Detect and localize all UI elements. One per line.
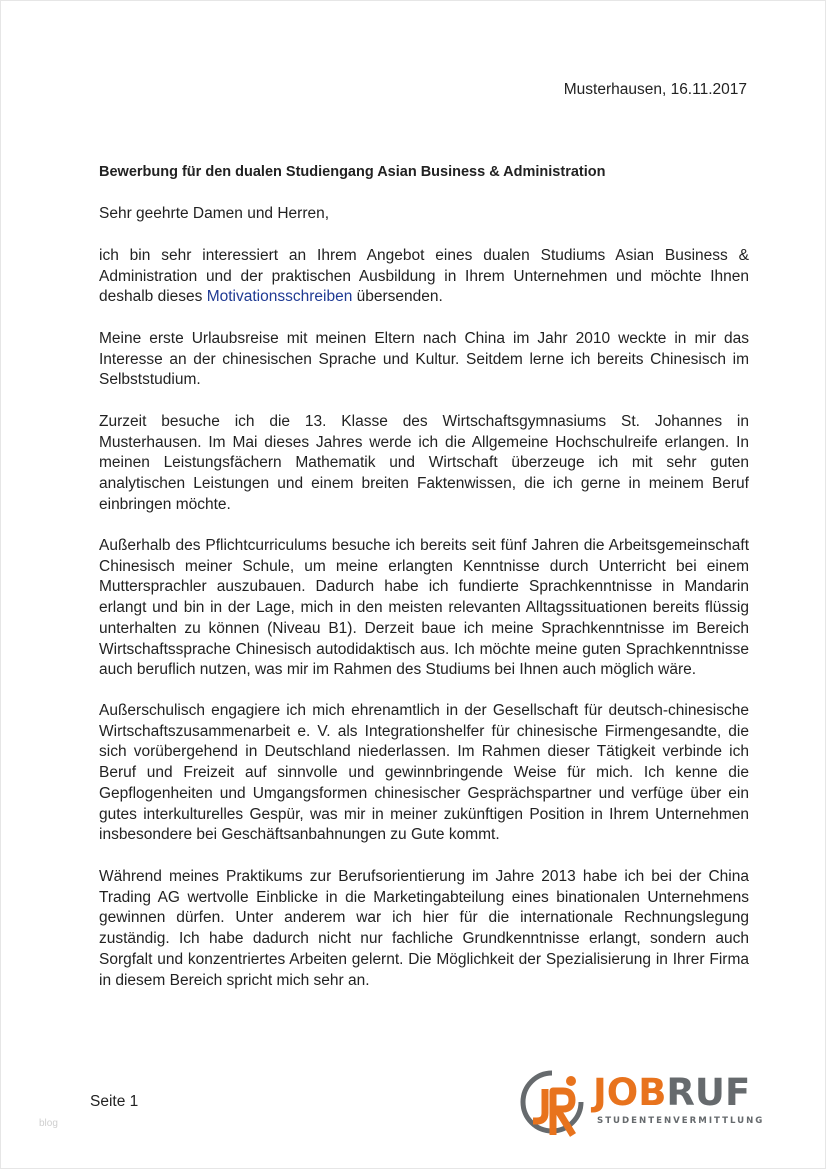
wordmark-ruf: RUF <box>666 1071 751 1114</box>
motivationsschreiben-link[interactable]: Motivationsschreiben <box>206 288 353 306</box>
salutation: Sehr geehrte Damen und Herren, <box>99 205 330 222</box>
jobruf-logo <box>519 1069 765 1141</box>
paragraph-intro-end: übersenden. <box>352 288 443 306</box>
paragraph-internship: Während meines Praktikums zur Berufsorientierung im Jahre 2013 habe ich bei der China Trading AG wertvolle Einblicke in die Marketingabteilung eines binationalen Unternehmens gewinnen dürfen. Unter anderem war ich hier für die internationale Rechnungslegung zuständig. Ich habe dadurch nicht nur fachliche Grundkenntnisse erlangt, sondern auch Sorgfalt und konzentriertes Arbeiten gelernt. Die Möglichkeit der Spezialisierung in Ihrer Firma in diesem Bereich spricht mich sehr an. <box>99 868 749 989</box>
watermark-text: blog <box>39 1118 58 1129</box>
subject-line: Bewerbung für den dualen Studiengang Asian Business & Administration <box>99 164 606 180</box>
date-line: Musterhausen, 16.11.2017 <box>563 81 747 98</box>
paragraph-language-skills: Außerhalb des Pflichtcurriculums besuche ich bereits seit fünf Jahren die Arbeitsgemeinschaft Chinesisch meiner Schule, um meine erlangten Kenntnisse durch Unterricht bei einem Muttersprachler auszubauen. Dadurch habe ich fundierte Sprachkenntnisse in Mandarin erlangt und bin in der Lage, mich in den meisten relevanten Alltagssituationen bereits flüssig unterhalten zu können (Niveau B1). Derzeit baue ich meine Sprachkenntnisse im Bereich Wirtschaftssprache Chinesisch autodidaktisch aus. Ich möchte meine guten Sprachkenntnisse auch beruflich nutzen, was mir im Rahmen des Studiums bei Ihnen auch möglich wäre. <box>99 537 749 679</box>
paragraph-intro <box>99 246 749 308</box>
paragraph-motivation: Meine erste Urlaubsreise mit meinen Eltern nach China im Jahr 2010 weckte in mir das Interesse an der chinesischen Sprache und Kultur. Seitdem lerne ich bereits Chinesisch im Selbststudium. <box>99 330 749 389</box>
paragraph-school: Zurzeit besuche ich die 13. Klasse des Wirtschaftsgymnasiums St. Johannes in Musterhausen. Im Mai dieses Jahres werde ich die Allgemeine Hochschulreife erlangen. In meinen Leistungsfächern Mathematik und Wirtschaft überzeuge ich mit sehr guten analytischen Leistungen und einem breiten Faktenwissen, die ich gerne in meinem Beruf einbringen möchte. <box>99 413 749 513</box>
page-number: Seite 1 <box>90 1093 139 1110</box>
jobruf-logo-mark-icon <box>519 1069 585 1137</box>
jobruf-wordmark <box>593 1071 750 1115</box>
wordmark-job: JOB <box>593 1071 667 1114</box>
logo-tagline: STUDENTENVERMITTLUNG <box>597 1116 765 1126</box>
paragraph-intro-text: ich bin sehr interessiert an Ihrem Angebot eines dualen Studiums Asian Business & Administration und der praktischen Ausbildung in Ihrem Unternehmen und möchte Ihnen deshalb dieses <box>99 247 749 306</box>
paragraph-volunteering: Außerschulisch engagiere ich mich ehrenamtlich in der Gesellschaft für deutsch-chinesische Wirtschaftszusammenarbeit e. V. als Integrationshelfer für chinesische Firmengesandte, die sich vorübergehend in Deutschland niederlassen. Im Rahmen dieser Tätigkeit verbinde ich Beruf und Freizeit auf sinnvolle und gewinnbringende Weise für mich. Ich kenne die Gepflogenheiten und Umgangsformen chinesischer Gesprächspartner und verfüge über ein gutes interkulturelles Gespür, was mir in meiner zukünftigen Position in Ihrem Unternehmen insbesondere bei Geschäftsanbahnungen zu Gute kommt. <box>99 702 749 844</box>
